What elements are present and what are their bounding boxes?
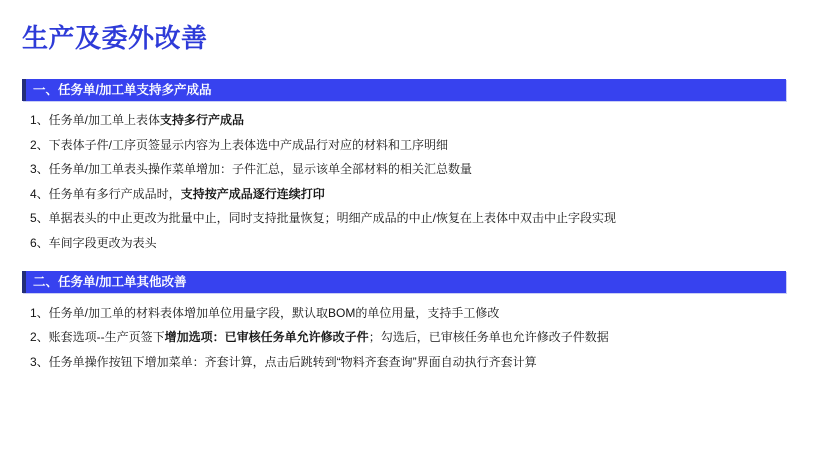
item-text: 4、任务单有多行产成品时， <box>30 186 181 201</box>
item-text-bold: 支持按产成品逐行连续打印 <box>180 186 325 201</box>
list-item <box>30 350 798 375</box>
section-items <box>22 293 798 390</box>
section-header: 二、任务单/加工单其他改善 <box>22 271 786 293</box>
list-item <box>30 133 798 158</box>
item-text: 5、单据表头的中止更改为批量中止，同时支持批量恢复；明细产成品的中止/恢复在上表体中双击中止字段实现 <box>30 211 617 226</box>
list-item <box>30 207 798 232</box>
section-2 <box>22 271 798 390</box>
item-text: 6、车间字段更改为表头 <box>30 235 157 250</box>
section-1 <box>22 79 798 272</box>
item-text: ；勾选后，已审核任务单也允许修改子件数据 <box>368 330 609 345</box>
list-item <box>30 301 798 326</box>
item-text: 3、任务单/加工单表头操作菜单增加：子件汇总，显示该单全部材料的相关汇总数量 <box>30 162 473 177</box>
item-text: 1、任务单/加工单的材料表体增加单位用量字段，默认取BOM的单位用量，支持手工修改 <box>30 305 500 320</box>
list-item <box>30 158 798 183</box>
item-text-bold: 支持多行产成品 <box>160 113 245 127</box>
sections-container <box>22 79 798 390</box>
list-item <box>30 109 798 134</box>
item-text: 3、任务单操作按钮下增加菜单：齐套计算，点击后跳转到“物料齐套查询”界面自动执行齐套计算 <box>30 354 537 369</box>
page-title: 生产及委外改善 <box>22 23 208 53</box>
item-text-bold: 增加选项：已审核任务单允许修改子件 <box>164 330 369 345</box>
item-text: 2、下表体子件/工序页签显示内容为上表体选中产成品行对应的材料和工序明细 <box>30 137 449 152</box>
section-items <box>22 101 798 272</box>
item-text: 1、任务单/加工单上表体 <box>30 113 161 127</box>
list-item <box>30 182 798 207</box>
list-item <box>30 231 798 256</box>
list-item <box>30 326 798 351</box>
item-text: 2、账套选项--生产页签下 <box>30 330 165 345</box>
section-header: 一、任务单/加工单支持多产成品 <box>22 79 786 101</box>
